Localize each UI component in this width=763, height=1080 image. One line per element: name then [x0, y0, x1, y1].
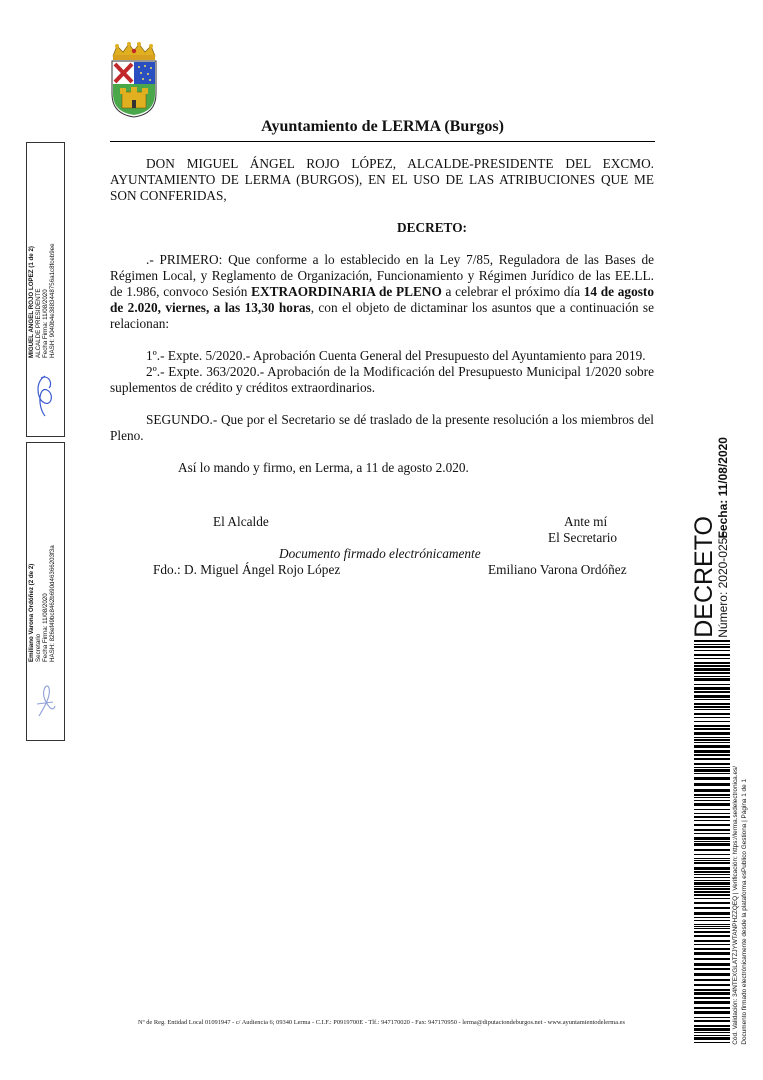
barcode-bar — [694, 646, 730, 648]
barcode-bar — [694, 650, 730, 651]
barcode-bar — [694, 758, 730, 760]
barcode-bar — [694, 691, 730, 693]
validation-code-line-2: Documento firmado electrónicamente desde la plataforma esPublico Gestiona | Página 1 de 1 — [741, 779, 748, 1045]
primero-paragraph — [110, 252, 654, 332]
barcode-bar — [694, 979, 730, 981]
barcode-bar — [694, 973, 730, 976]
stamp-secretario-text — [28, 450, 62, 662]
barcode-bar — [694, 958, 730, 960]
alcalde-label: El Alcalde — [213, 514, 269, 529]
barcode-bar — [694, 709, 730, 710]
barcode-bar — [694, 931, 730, 933]
barcode-bar — [694, 713, 730, 715]
barcode-bar — [694, 1042, 730, 1043]
page-footer: Nº de Reg. Entidad Local 01091947 - c/ Audiencia 6; 09340 Lerma - C.I.F.: P0919700E - Tlf.: 947170020 - Fax: 947170950 - lerma@diputaciondeburgos.net - www.ayuntamientodelerma.es — [138, 1019, 625, 1026]
barcode-bar — [694, 789, 730, 792]
barcode-bar — [694, 871, 730, 873]
closing-line: Así lo mando y firmo, en Lerma, a 11 de agosto 2.020. — [178, 460, 469, 475]
barcode-bar — [694, 800, 730, 801]
agenda-item-2: 2º.- Expte. 363/2020.- Aprobación de la Modificación del Presupuesto Municipal 1/2020 sobre suplementos de crédito y créditos extraordinarios. — [110, 364, 654, 395]
barcode-bar — [694, 658, 730, 659]
primero-text-c: a celebrar el próximo día — [441, 284, 584, 299]
barcode-bar — [694, 944, 730, 945]
barcode-bar — [694, 992, 730, 995]
barcode-bar — [694, 717, 730, 718]
primero-text-e: , con el objeto de dictaminar los asuntos que a continuación se relacionan: — [110, 300, 655, 331]
barcode-bar — [694, 816, 730, 818]
barcode-bar — [694, 742, 730, 743]
barcode-bar — [694, 797, 730, 798]
barcode-bar — [694, 640, 730, 642]
decreto-number: Número: 2020-0255 — [716, 531, 730, 638]
barcode-bar — [694, 777, 730, 780]
barcode-bar — [694, 907, 730, 909]
barcode-bar — [694, 725, 730, 727]
barcode-bar — [694, 824, 730, 826]
barcode-bar — [694, 952, 730, 955]
barcode-bar — [694, 644, 730, 645]
barcode-bar — [694, 662, 730, 664]
barcode-bar — [694, 1011, 730, 1014]
intro-paragraph: DON MIGUEL ÁNGEL ROJO LÓPEZ, ALCALDE-PRESIDENTE DEL EXCMO. AYUNTAMIENTO DE LERMA (BURGOS), EN EL USO DE LAS ATRIBUCIONES QUE ME SON CONFERIDAS, — [110, 156, 654, 203]
decreto-date: Fecha: 11/08/2020 — [716, 436, 730, 538]
barcode-bar — [694, 948, 730, 950]
stamp-alcalde-text — [28, 146, 62, 358]
signature-stamp-secretario — [26, 442, 65, 741]
barcode-bar — [694, 767, 730, 768]
secretario-signatory: Emiliano Varona Ordóñez — [488, 562, 627, 577]
stamp-alcalde-date: Fecha Firma: 11/08/2020 — [42, 289, 49, 358]
barcode-bar — [694, 858, 730, 859]
barcode-bar — [694, 843, 730, 846]
barcode-bar — [694, 886, 730, 887]
barcode-bar — [694, 920, 730, 921]
handwritten-signature-secretario — [31, 676, 59, 726]
barcode-bar — [694, 1017, 730, 1018]
decree-heading: DECRETO: — [397, 220, 467, 235]
barcode-bar — [694, 1032, 730, 1033]
barcode-bar — [694, 940, 730, 942]
stamp-secretario-date: Fecha Firma: 11/08/2020 — [42, 593, 49, 662]
barcode-bar — [694, 687, 730, 690]
barcode-bar — [694, 745, 730, 748]
barcode-bar — [694, 854, 730, 855]
barcode-bar — [694, 877, 730, 878]
barcode-bar — [694, 829, 730, 831]
barcode-bar — [694, 1037, 730, 1040]
stamp-secretario-name: Emiliano Varona Ordóñez (2 de 2) — [28, 563, 35, 662]
barcode-bar — [694, 860, 730, 861]
barcode-bar — [694, 912, 730, 915]
barcode-bar — [694, 928, 730, 929]
barcode-bar — [694, 894, 730, 896]
barcode-bar — [694, 737, 730, 738]
barcode-bar — [694, 794, 730, 796]
electronic-signature-note: Documento firmado electrónicamente — [279, 546, 481, 561]
barcode-bar — [694, 813, 730, 814]
barcode-bar — [694, 924, 730, 925]
barcode-bar — [694, 754, 730, 756]
stamp-alcalde-hash: HASH: 9040b4e3883448756a1c8fceb9ee — [49, 243, 56, 358]
barcode-bar — [694, 891, 730, 893]
barcode-bar — [694, 968, 730, 970]
barcode-bar — [694, 706, 730, 708]
handwritten-signature-alcalde — [31, 372, 59, 422]
alcalde-signatory: Fdo.: D. Miguel Ángel Rojo López — [153, 562, 341, 577]
barcode-bar — [694, 654, 730, 656]
barcode-bar — [694, 867, 730, 870]
validation-code-line-1: Cód. Validación: 34NTEXGLATZJYWTANPHZZQEQ | Verificación: https://lerma.sedelectronica.es/ — [732, 766, 739, 1045]
barcode-bar — [694, 837, 730, 840]
title-divider — [110, 141, 655, 142]
barcode-bar — [694, 888, 730, 890]
barcode-bar — [694, 841, 730, 842]
barcode-bar — [694, 750, 730, 753]
barcode-bar — [694, 882, 730, 885]
barcode-bar — [694, 926, 730, 927]
barcode-bar — [694, 769, 730, 772]
agenda-item-1: 1º.- Expte. 5/2020.- Aprobación Cuenta General del Presupuesto del Ayuntamiento para 2019. — [146, 348, 646, 363]
validation-code-text — [731, 700, 753, 1045]
barcode-bar — [694, 1007, 730, 1009]
signature-stamp-alcalde — [26, 142, 65, 437]
barcode-bar — [694, 699, 730, 700]
decreto-vertical-title: DECRETO — [690, 516, 718, 638]
stamp-alcalde-role: ALCALDE PRESIDENTE — [35, 288, 42, 358]
barcode-bar — [694, 849, 730, 851]
barcode-bar — [694, 862, 730, 864]
barcode-bar — [694, 963, 730, 966]
barcode-bar — [694, 984, 730, 986]
ante-mi-label: Ante mí — [564, 514, 608, 529]
barcode-bar — [694, 803, 730, 806]
barcode-bar — [694, 678, 730, 681]
signature-block — [110, 514, 654, 578]
page-title: Ayuntamiento de LERMA (Burgos) — [261, 118, 504, 135]
barcode-bar — [694, 935, 730, 937]
barcode-bar — [694, 728, 730, 730]
barcode-bar — [694, 703, 730, 705]
validation-barcode — [694, 640, 730, 1045]
barcode-bar — [694, 917, 730, 918]
barcode-bar — [694, 732, 730, 735]
primero-session-date: 14 de agosto de 2.020, viernes, a las 13,30 horas — [110, 284, 654, 315]
decree-side-label — [690, 418, 730, 638]
barcode-bar — [694, 874, 730, 875]
barcode-bar — [694, 902, 730, 904]
decree-body — [110, 156, 654, 476]
coat-of-arms-logo — [107, 42, 161, 118]
secretario-label: El Secretario — [548, 530, 618, 545]
barcode-bar — [694, 668, 730, 671]
barcode-bar — [694, 833, 730, 834]
barcode-bar — [694, 676, 730, 677]
barcode-bar — [694, 997, 730, 999]
stamp-secretario-role: Secretario — [35, 633, 42, 662]
barcode-bar — [694, 672, 730, 674]
barcode-bar — [694, 1035, 730, 1036]
primero-text-a: .- PRIMERO: Que conforme a lo establecido en la Ley 7/85, Reguladora de las Bases de Régimen Local, y Reglamento de Organización, Funcionamiento y Régimen Jurídico de las EE.LL. de 1.986, convoco Sesión — [110, 252, 654, 299]
stamp-secretario-hash: HASH: 826ef49bc8462b690d46366203f3a — [49, 545, 56, 662]
barcode-bar — [694, 763, 730, 765]
barcode-bar — [694, 809, 730, 810]
segundo-paragraph: SEGUNDO.- Que por el Secretario se dé traslado de la presente resolución a los miembros del Pleno. — [110, 412, 654, 443]
barcode-bar — [694, 695, 730, 698]
stamp-alcalde-name: MIGUEL ANGEL ROJO LOPEZ (1 de 2) — [28, 246, 35, 358]
barcode-bar — [694, 721, 730, 722]
barcode-bar — [694, 880, 730, 881]
barcode-bar — [694, 773, 730, 774]
barcode-bar — [694, 684, 730, 685]
barcode-bar — [694, 898, 730, 899]
barcode-bar — [694, 665, 730, 667]
barcode-bar — [694, 1001, 730, 1004]
barcode-bar — [694, 820, 730, 821]
barcode-bar — [694, 989, 730, 991]
primero-session-type: EXTRAORDINARIA de PLENO — [251, 284, 442, 299]
barcode-bar — [694, 783, 730, 786]
barcode-bar — [694, 1028, 730, 1031]
barcode-bar — [694, 739, 730, 741]
